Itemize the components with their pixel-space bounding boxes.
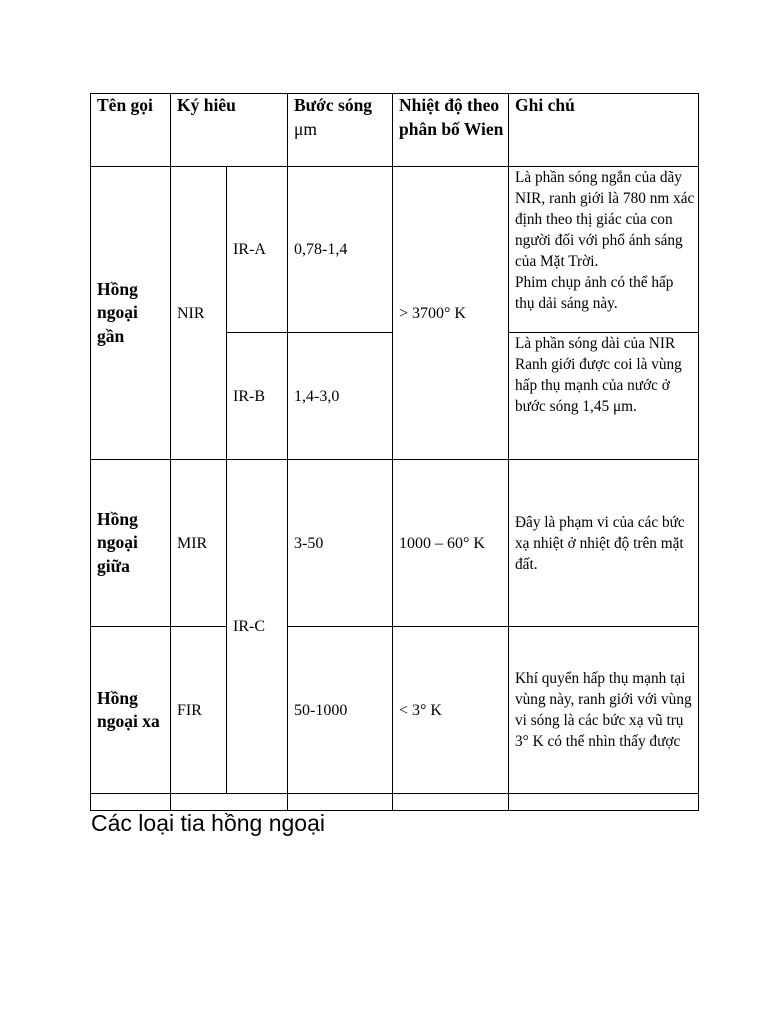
mid-ir-name: Hồng ngoại giữa (91, 460, 171, 627)
empty-cell (171, 794, 288, 811)
header-name: Tên gọi (91, 94, 171, 167)
far-ir-note: Khí quyển hấp thụ mạnh tại vùng này, ranh giới với vùng vi sóng là các bức xạ vũ trụ 3° K có thể nhìn thấy được (509, 627, 699, 794)
near-ir-symbol: NIR (171, 167, 227, 460)
table-row-ira (91, 167, 699, 333)
far-ir-temperature: < 3° K (393, 627, 509, 794)
mid-ir-wavelength: 3-50 (288, 460, 393, 627)
table-row-empty (91, 794, 699, 811)
irb-wavelength: 1,4-3,0 (288, 333, 393, 460)
near-ir-temperature: > 3700° K (393, 167, 509, 460)
mid-ir-note: Đây là phạm vi của các bức xạ nhiệt ở nhiệt độ trên mặt đất. (509, 460, 699, 627)
far-ir-wavelength: 50-1000 (288, 627, 393, 794)
irc-code: IR-C (227, 460, 288, 794)
header-temperature: Nhiệt độ theo phân bố Wien (393, 94, 509, 167)
mid-ir-symbol: MIR (171, 460, 227, 627)
header-wavelength (288, 94, 393, 167)
irb-note: Là phần sóng dài của NIR Ranh giới được coi là vùng hấp thụ mạnh của nước ở bước sóng 1,45 μm. (509, 333, 699, 460)
near-ir-name: Hồng ngoại gần (91, 167, 171, 460)
far-ir-name: Hồng ngoại xa (91, 627, 171, 794)
header-wavelength-unit: μm (294, 118, 317, 139)
empty-cell (91, 794, 171, 811)
far-ir-symbol: FIR (171, 627, 227, 794)
irb-code: IR-B (227, 333, 288, 460)
ira-wavelength: 0,78-1,4 (288, 167, 393, 333)
infrared-table (90, 93, 699, 811)
ira-note: Là phần sóng ngắn của dãy NIR, ranh giới là 780 nm xác định theo thị giác của con người đối với phổ ánh sáng của Mặt Trời. Phim chụp ảnh có thể hấp thụ dải sáng này. (509, 167, 699, 333)
empty-cell (288, 794, 393, 811)
header-wavelength-label: Bước sóng (294, 95, 373, 115)
mid-ir-temperature: 1000 – 60° K (393, 460, 509, 627)
table-caption: Các loại tia hồng ngoại (91, 810, 325, 836)
header-symbol: Ký hiêu (171, 94, 288, 167)
table-row-fir (91, 627, 699, 794)
table-row-mir (91, 460, 699, 627)
header-note: Ghi chú (509, 94, 699, 167)
ira-code: IR-A (227, 167, 288, 333)
empty-cell (393, 794, 509, 811)
header-row (91, 94, 699, 167)
empty-cell (509, 794, 699, 811)
